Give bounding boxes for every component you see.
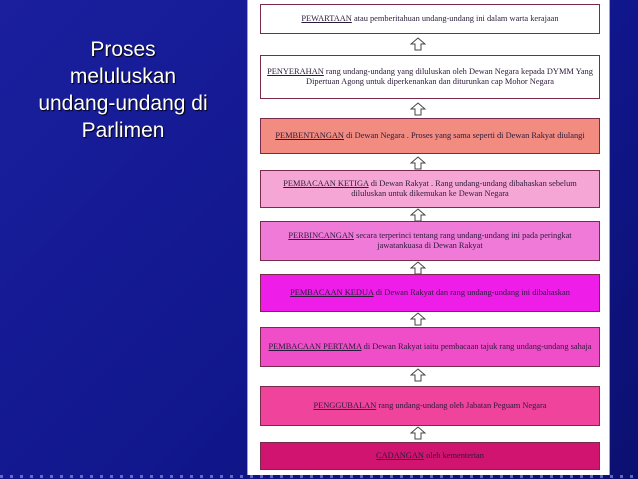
up-arrow-icon [410,312,426,326]
step-penyerahan [260,55,600,99]
step-pembacaan-pertama [260,327,600,367]
step-pembacaan-ketiga [260,170,600,208]
up-arrow-icon [410,102,426,116]
step-text: di Dewan Negara . Proses yang sama seperti di Dewan Rakyat diulangi [343,130,585,140]
step-keyword: PEWARTAAN [301,13,352,23]
step-keyword: PEMBACAAN KEDUA [290,287,374,297]
step-text: di Dewan Rakyat iaitu pembacaan tajuk rang undang-undang sahaja [361,341,592,351]
step-text: rang undang-undang yang diluluskan oleh Dewan Negara kepada DYMM Yang Dipertuan Agong untuk diperkenankan dan diturunkan cap Mohor Negara [306,66,593,86]
up-arrow-icon [410,426,426,440]
up-arrow-icon [410,208,426,222]
step-keyword: PEMBENTANGAN [275,130,344,140]
step-text: secara terperinci tentang rang undang-undang ini pada peringkat jawatankuasa di Dewan Rakyat [353,230,572,250]
step-pembacaan-kedua [260,274,600,312]
step-cadangan [260,442,600,470]
bottom-dotted-line [0,475,638,478]
slide-title [4,36,242,144]
step-keyword: PEMBACAAN PERTAMA [268,341,362,351]
up-arrow-icon [410,37,426,51]
up-arrow-icon [410,156,426,170]
step-pembentangan [260,118,600,154]
step-keyword: PENGGUBALAN [313,400,377,410]
up-arrow-icon [410,368,426,382]
step-pewartaan [260,4,600,34]
step-keyword: CADANGAN [376,450,424,460]
step-keyword: PENYERAHAN [267,66,324,76]
title-line-4: Parlimen [81,119,165,142]
title-line-2: meluluskan [69,65,177,88]
step-text: atau pemberitahuan undang-undang ini dalam warta kerajaan [351,13,559,23]
step-keyword: PERBINCANGAN [288,230,354,240]
step-text: di Dewan Rakyat . Rang undang-undang dibahaskan sebelum diluluskan untuk dikemukan ke Dewan Negara [351,178,577,198]
up-arrow-icon [410,261,426,275]
step-text: di Dewan Rakyat dan rang undang-undang ini dibahaskan [373,287,570,297]
step-text: rang undang-undang oleh Jabatan Peguam Negara [376,400,547,410]
step-keyword: PEMBACAAN KETIGA [283,178,369,188]
title-line-3: undang-undang di [38,92,208,115]
step-penggubalan [260,386,600,426]
process-flowchart [247,0,610,475]
title-line-1: Proses [90,38,156,61]
step-text: oleh kementerian [423,450,484,460]
step-perbincangan [260,221,600,261]
